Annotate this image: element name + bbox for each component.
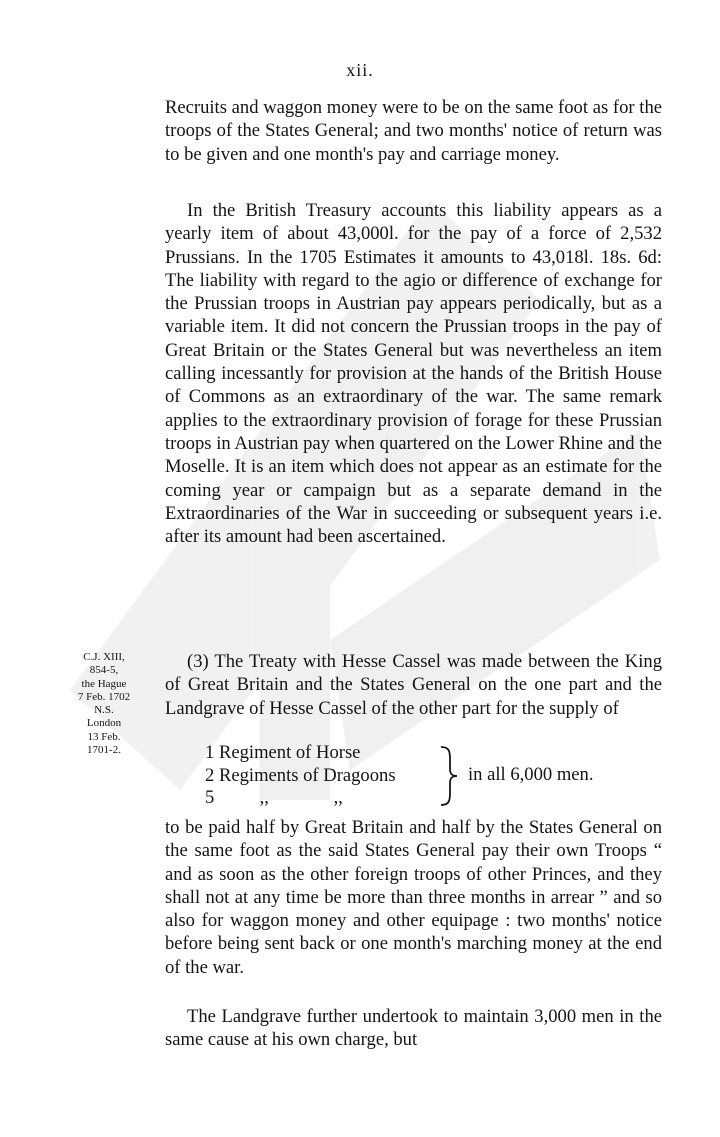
ditto-mark: ,, xyxy=(259,787,269,808)
paragraph-recruits xyxy=(165,96,662,166)
paragraph-text: to be paid half by Great Britain and half by the States General on the same foot as the said States General pay their own Troops “ and as soon as the other foreign troops of other Princes, and they shall not at any time be more than three months in arrear ” and so also for waggon money and other equipage : two months' notice before being sent back or one month's marching money at the end of the war. xyxy=(165,817,662,978)
ditto-mark: ,, xyxy=(333,787,343,808)
page-number: xii. xyxy=(346,60,374,80)
paragraph-landgrave xyxy=(165,1005,662,1052)
supply-item: 1 Regiment of Horse xyxy=(205,742,361,763)
citation-line: N.S. xyxy=(94,704,114,717)
citation-line: 13 Feb. xyxy=(87,730,121,743)
citation-line: 1701-2. xyxy=(87,744,121,757)
supply-list xyxy=(205,742,655,812)
paragraph-payment-terms xyxy=(165,816,662,979)
margin-citation xyxy=(52,651,156,757)
right-brace-icon xyxy=(439,745,465,807)
supply-list-items xyxy=(205,742,396,810)
paragraph-text: Recruits and waggon money were to be on the same foot as for the troops of the States General; and two months' notice of return was to be given and one month's pay and carriage money. xyxy=(165,97,662,165)
citation-line: 7 Feb. 1702 xyxy=(77,690,131,703)
citation-line: the Hague xyxy=(81,677,127,690)
citation-line: 854-5, xyxy=(89,664,119,677)
paragraph-hesse-cassel-treaty xyxy=(165,650,662,720)
citation-line: C.J. XIII, xyxy=(83,651,125,663)
citation-line: London xyxy=(86,717,122,730)
paragraph-text: In the British Treasury accounts this liability appears as a yearly item of about 43,000l. for the pay of a force of 2,532 Prussians. In the 1705 Estimates it amounts to 43,018l. 18s. 6d: The liability with regard to the agio or difference of exchange for the Prussian troops in Austrian pay appears periodically, but as a variable item. It did not concern the Prussian troops in the pay of Great Britain or the States General but was nevertheless an item calling incessantly for provision at the hands of the British House of Commons as an extraordinary of the war. The same remark applies to the extraordinary provision of forage for these Prussian troops in Austrian pay when quartered on the Lower Rhine and the Moselle. It is an item which does not appear as an estimate for the coming year or campaign but as a separate demand in the Extraordinaries of the War in succeeding or subsequent years i.e. after its amount had been ascertained. xyxy=(165,200,662,548)
supply-item: 2 Regiments of Dragoons xyxy=(205,764,396,786)
paragraph-text: The Landgrave further undertook to maintain 3,000 men in the same cause at his own charge, but xyxy=(165,1006,662,1051)
paragraph-treasury-accounts xyxy=(165,199,662,548)
paragraph-text: (3) The Treaty with Hesse Cassel was made between the King of Great Britain and the States General on the one part and the Landgrave of Hesse Cassel of the other part for the supply of xyxy=(165,651,662,719)
supply-item xyxy=(205,787,396,810)
supply-item-count: 5 xyxy=(205,787,215,808)
supply-total: in all 6,000 men. xyxy=(468,764,594,785)
